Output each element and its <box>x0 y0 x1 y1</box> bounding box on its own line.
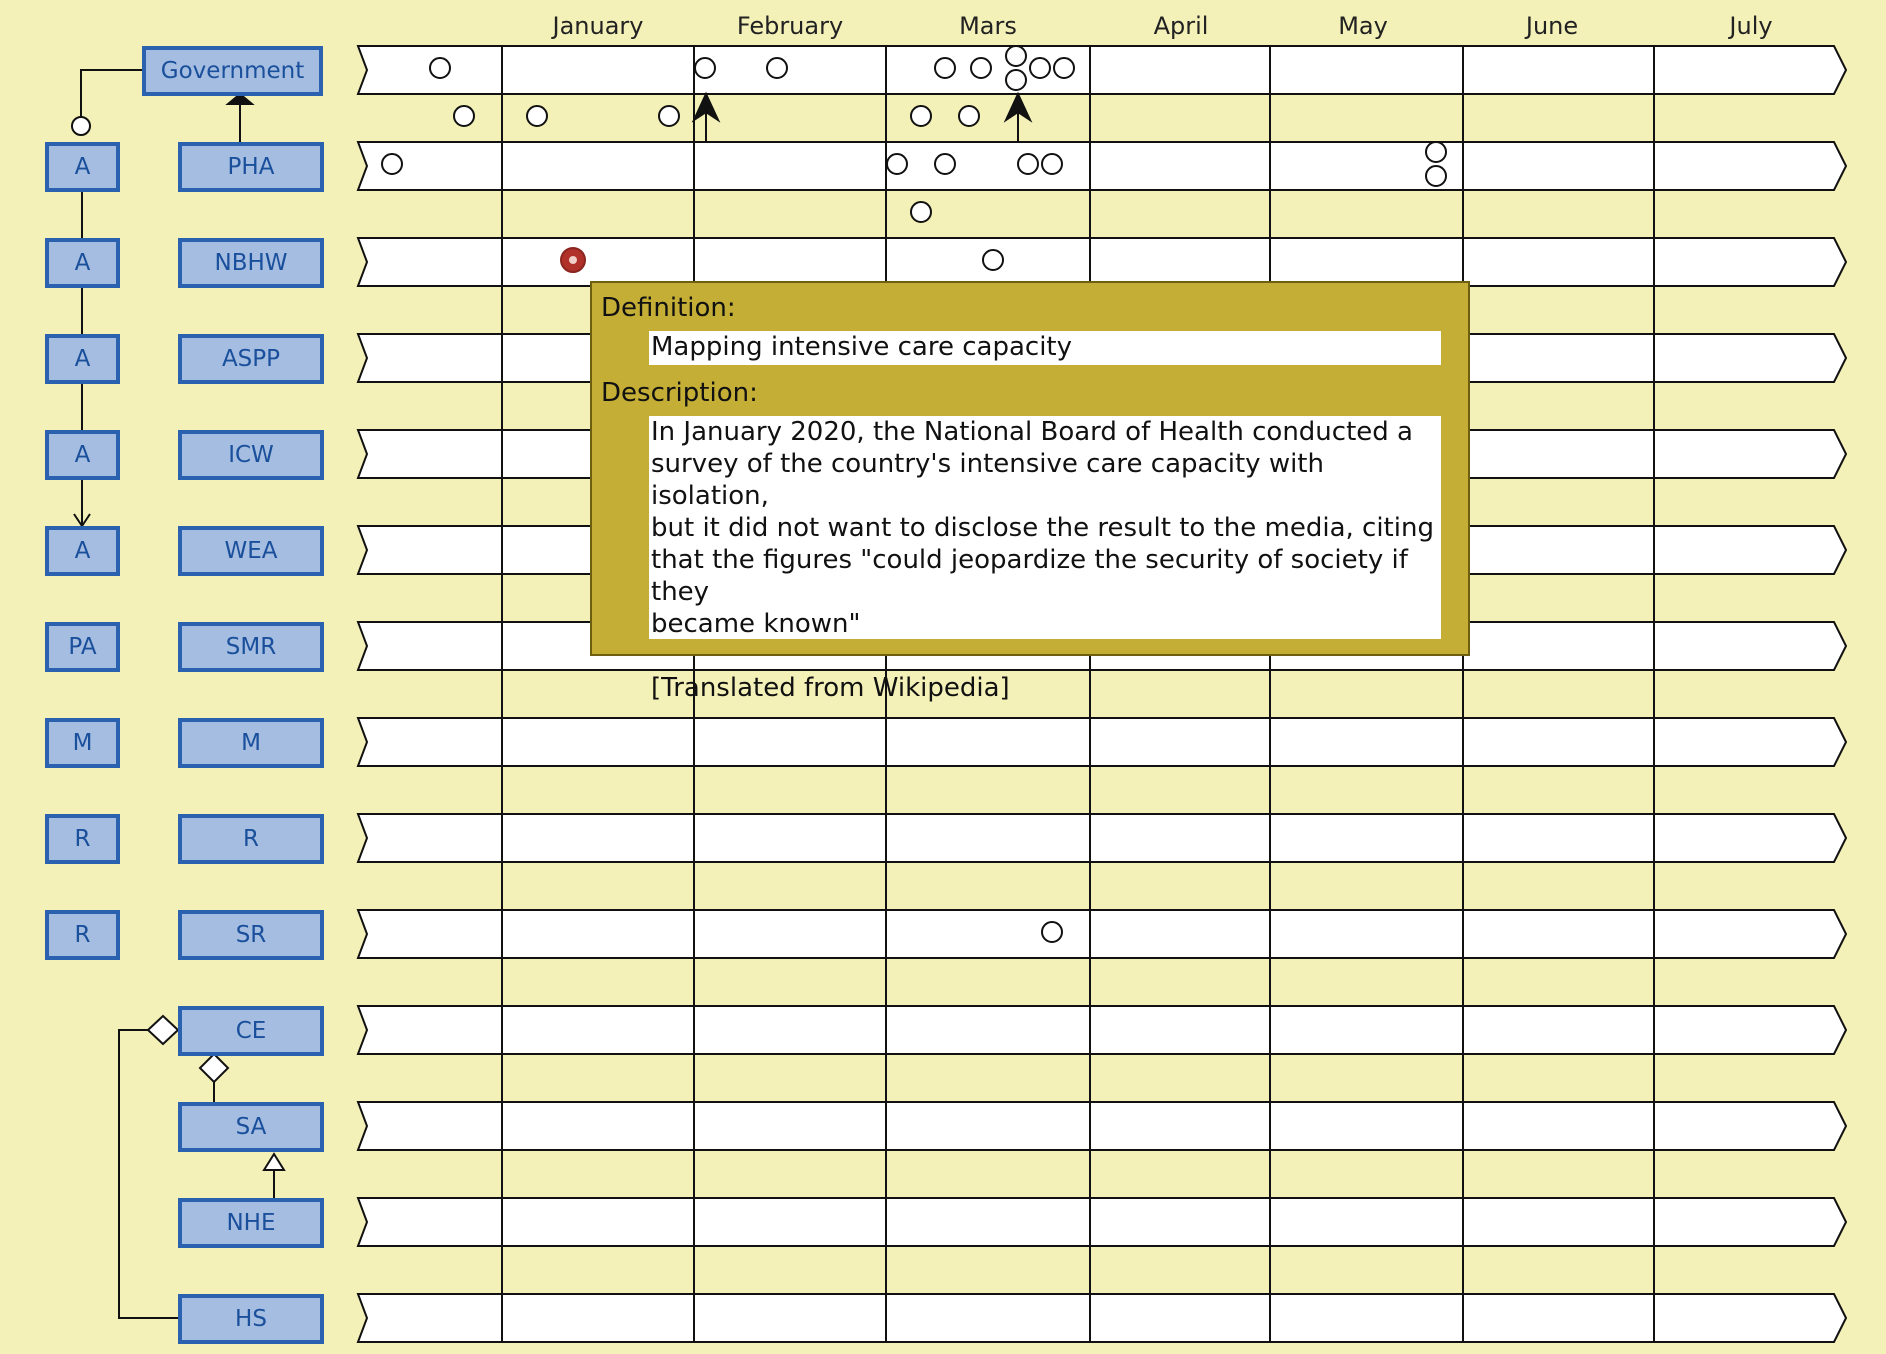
event-marker[interactable] <box>911 202 931 222</box>
left-box-r[interactable]: R <box>45 910 120 960</box>
left-box-m[interactable]: M <box>45 718 120 768</box>
left-box-a[interactable]: A <box>45 238 120 288</box>
event-marker[interactable] <box>1426 142 1446 162</box>
month-header-april: April <box>1153 12 1209 40</box>
month-header-may: May <box>1338 12 1388 40</box>
org-box-wea[interactable]: WEA <box>178 526 324 576</box>
inheritance-triangle-icon <box>264 1154 284 1170</box>
org-box-ce[interactable]: CE <box>178 1006 324 1056</box>
event-marker[interactable] <box>454 106 474 126</box>
org-box-sa[interactable]: SA <box>178 1102 324 1152</box>
definition-value: Mapping intensive care capacity <box>649 331 1441 365</box>
lane-government[interactable] <box>358 46 1846 94</box>
month-header-february: February <box>736 12 844 40</box>
event-marker[interactable] <box>911 106 931 126</box>
event-marker[interactable] <box>659 106 679 126</box>
lane-r[interactable] <box>358 814 1846 862</box>
org-box-r[interactable]: R <box>178 814 324 864</box>
left-box-a[interactable]: A <box>45 526 120 576</box>
event-marker[interactable] <box>1426 166 1446 186</box>
event-marker[interactable] <box>695 58 715 78</box>
left-box-a[interactable]: A <box>45 142 120 192</box>
org-box-smr[interactable]: SMR <box>178 622 324 672</box>
month-header-july: July <box>1729 12 1773 40</box>
left-box-a[interactable]: A <box>45 334 120 384</box>
event-marker[interactable] <box>935 58 955 78</box>
event-marker[interactable] <box>527 106 547 126</box>
org-box-icw[interactable]: ICW <box>178 430 324 480</box>
lane-sa[interactable] <box>358 1102 1846 1150</box>
org-box-nbhw[interactable]: NBHW <box>178 238 324 288</box>
event-tooltip <box>590 281 1470 703</box>
event-marker[interactable] <box>959 106 979 126</box>
description-value: In January 2020, the National Board of Health conducted a survey of the country's intensive care capacity with isolation, but it did not want to disclose the result to the media, citing that the figures "could jeopardize the security of society if they became known" [Translated from Wikipedia] <box>649 416 1441 639</box>
left-box-pa[interactable]: PA <box>45 622 120 672</box>
lane-sr[interactable] <box>358 910 1846 958</box>
event-marker[interactable] <box>1030 58 1050 78</box>
event-marker[interactable] <box>1006 46 1026 66</box>
definition-label: Definition: <box>601 293 736 323</box>
event-marker[interactable] <box>382 154 402 174</box>
description-label: Description: <box>601 378 758 408</box>
lane-m[interactable] <box>358 718 1846 766</box>
event-marker[interactable] <box>1042 922 1062 942</box>
hierarchy-connector <box>119 1030 178 1318</box>
org-box-hs[interactable]: HS <box>178 1294 324 1344</box>
event-marker[interactable] <box>1006 70 1026 90</box>
event-marker[interactable] <box>1054 58 1074 78</box>
lane-nhe[interactable] <box>358 1198 1846 1246</box>
lane-pha[interactable] <box>358 142 1846 190</box>
aggregation-diamond-icon <box>200 1054 228 1082</box>
month-header-january: January <box>552 12 644 40</box>
lane-hs[interactable] <box>358 1294 1846 1342</box>
event-marker[interactable] <box>1018 154 1038 174</box>
org-box-sr[interactable]: SR <box>178 910 324 960</box>
lane-ce[interactable] <box>358 1006 1846 1054</box>
org-box-aspp[interactable]: ASPP <box>178 334 324 384</box>
selected-event-dot <box>569 256 577 264</box>
left-box-r[interactable]: R <box>45 814 120 864</box>
month-header-june: June <box>1525 12 1579 40</box>
event-marker[interactable] <box>767 58 787 78</box>
month-header-mars: Mars <box>959 12 1017 40</box>
org-box-nhe[interactable]: NHE <box>178 1198 324 1248</box>
org-box-pha[interactable]: PHA <box>178 142 324 192</box>
event-marker[interactable] <box>1042 154 1062 174</box>
hierarchy-connector <box>81 70 142 118</box>
event-marker[interactable] <box>430 58 450 78</box>
event-marker[interactable] <box>935 154 955 174</box>
aggregation-diamond-icon <box>148 1016 178 1044</box>
org-box-government[interactable]: Government <box>142 46 323 96</box>
event-marker[interactable] <box>971 58 991 78</box>
org-box-m[interactable]: M <box>178 718 324 768</box>
left-box-a[interactable]: A <box>45 430 120 480</box>
event-marker[interactable] <box>983 250 1003 270</box>
composition-circle-icon <box>72 117 90 135</box>
event-marker[interactable] <box>887 154 907 174</box>
